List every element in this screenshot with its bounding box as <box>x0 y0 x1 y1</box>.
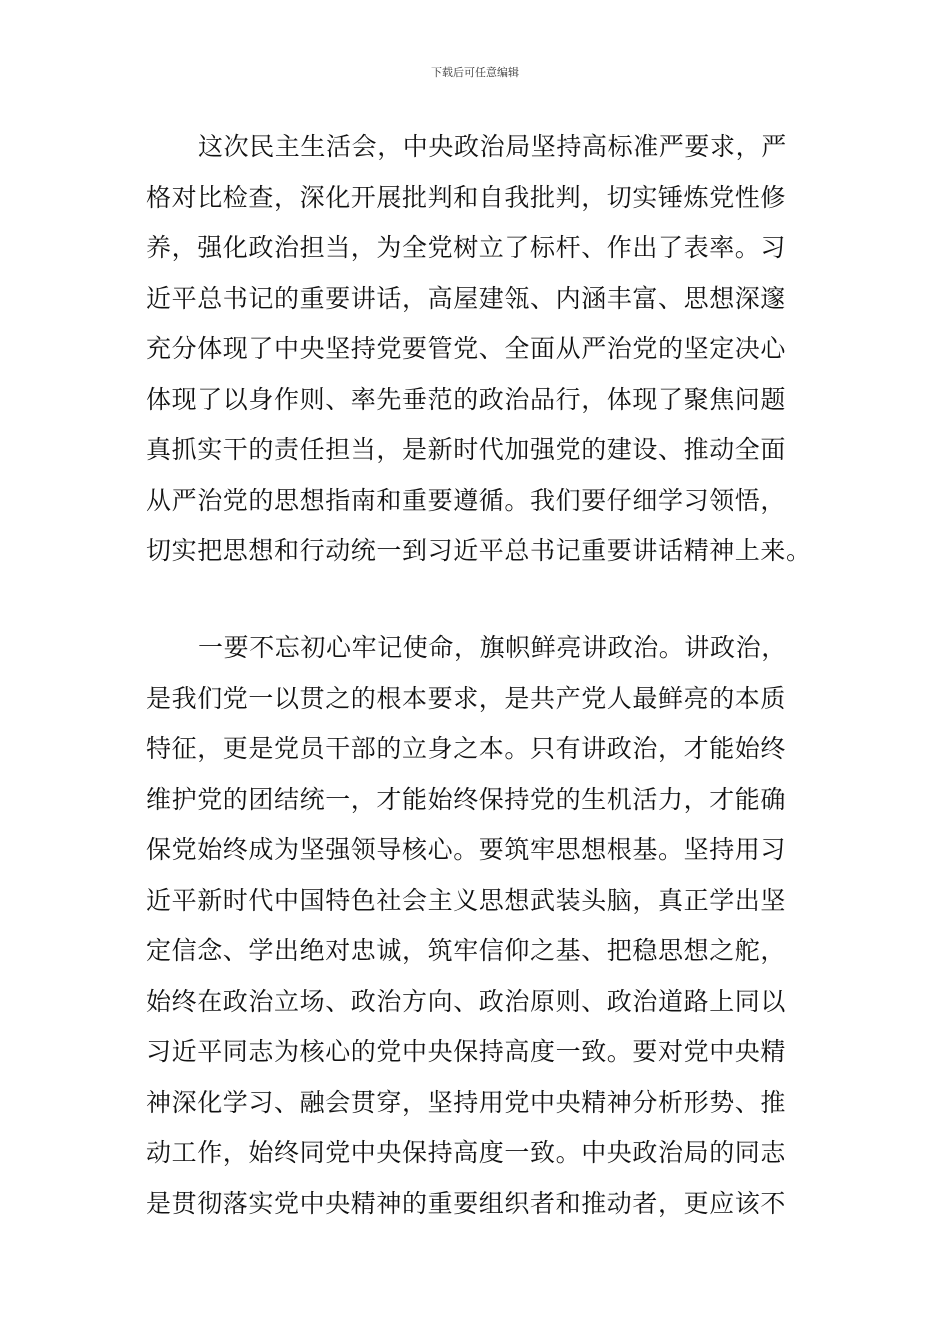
paragraph-line: 充分体现了中央坚持党要管党、全面从严治党的坚定决心 <box>146 334 787 363</box>
paragraph-line: 是贯彻落实党中央精神的重要组织者和推动者，更应该不 <box>146 1188 787 1218</box>
paragraph-line: 定信念、学出绝对忠诚，筑牢信仰之基、把稳思想之舵， <box>146 936 787 965</box>
paragraph-line: 一要不忘初心牢记使命，旗帜鲜亮讲政治。讲政治， <box>198 633 787 662</box>
body-paragraph-2 <box>146 623 804 1229</box>
paragraph-line: 神深化学习、融会贯穿，坚持用党中央精神分析形势、推 <box>146 1087 787 1117</box>
paragraph-line: 是我们党一以贯之的根本要求，是共产党人最鲜亮的本质 <box>146 683 787 713</box>
paragraph-line: 习近平同志为核心的党中央保持高度一致。要对党中央精 <box>146 1037 787 1066</box>
paragraph-line: 近平总书记的重要讲话，高屋建瓴、内涵丰富、思想深邃 <box>146 283 787 313</box>
page-header-note: 下载后可任意编辑 <box>431 66 519 79</box>
paragraph-line: 近平新时代中国特色社会主义思想武装头脑，真正学出坚 <box>146 885 787 915</box>
paragraph-line: 始终在政治立场、政治方向、政治原则、政治道路上同以 <box>146 986 787 1016</box>
paragraph-line: 这次民主生活会，中央政治局坚持高标准严要求，严 <box>198 132 787 161</box>
paragraph-line: 从严治党的思想指南和重要遵循。我们要仔细学习领悟， <box>146 485 787 515</box>
paragraph-line: 养，强化政治担当，为全党树立了标杆、作出了表率。习 <box>146 233 787 262</box>
paragraph-line: 维护党的团结统一，才能始终保持党的生机活力，才能确 <box>146 784 787 814</box>
paragraph-line: 真抓实干的责任担当，是新时代加强党的建设、推动全面 <box>146 435 787 464</box>
paragraph-line: 格对比检查，深化开展批判和自我批判，切实锤炼党性修 <box>146 182 787 212</box>
paragraph-line: 保党始终成为坚强领导核心。要筑牢思想根基。坚持用习 <box>146 835 787 864</box>
paragraph-line: 体现了以身作则、率先垂范的政治品行，体现了聚焦问题 <box>146 384 787 414</box>
paragraph-line: 动工作，始终同党中央保持高度一致。中央政治局的同志 <box>146 1138 787 1167</box>
body-paragraph-1 <box>146 122 812 577</box>
paragraph-line: 特征，更是党员干部的立身之本。只有讲政治，才能始终 <box>146 734 787 763</box>
paragraph-line: 切实把思想和行动统一到习近平总书记重要讲话精神上来。 <box>146 536 812 565</box>
